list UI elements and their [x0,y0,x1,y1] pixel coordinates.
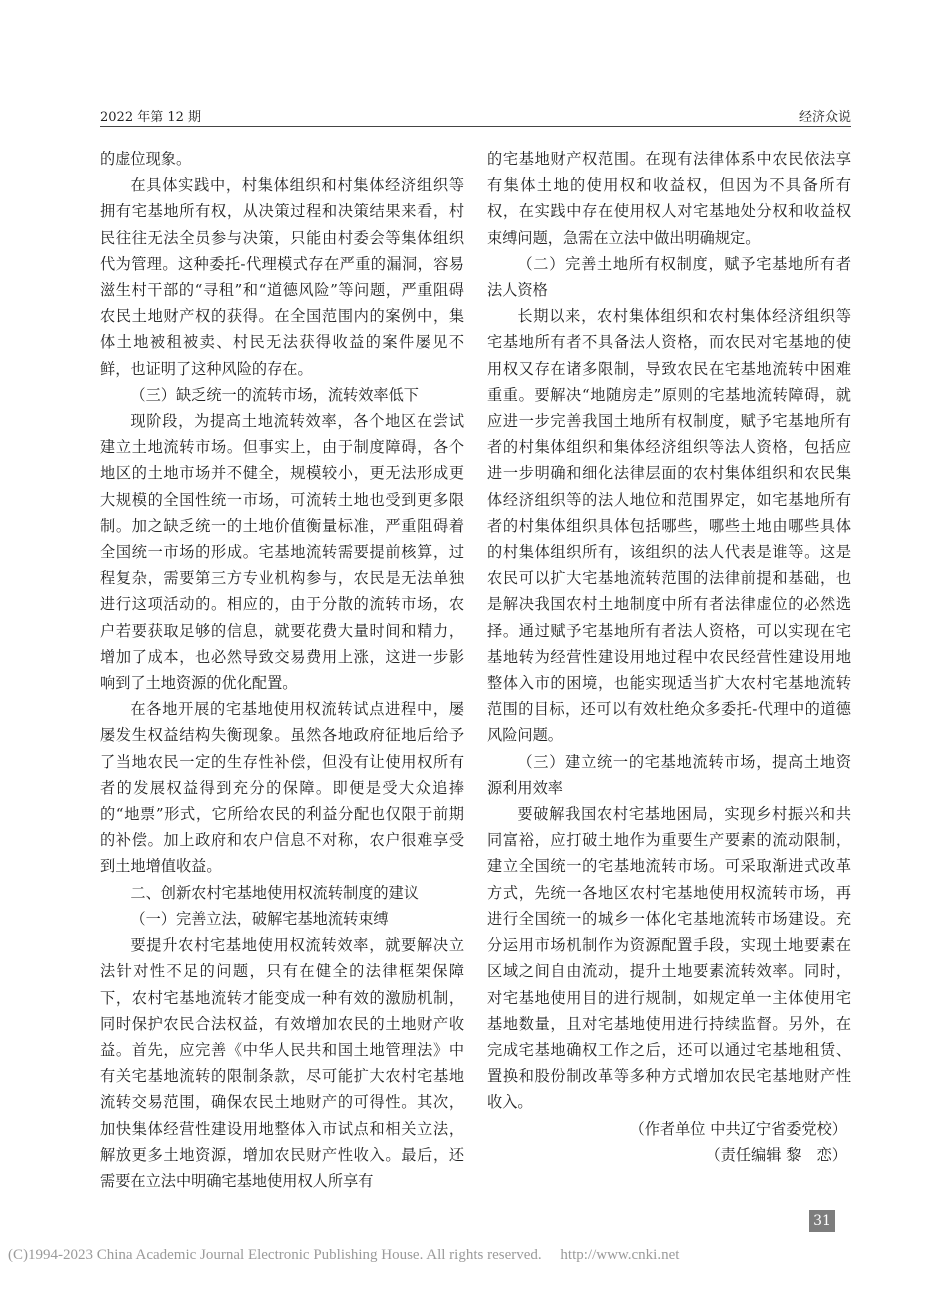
paragraph: 的虚位现象。 [100,150,192,168]
paragraph: 的宅基地财产权范围。在现有法律体系中农民依法享有集体土地的使用权和收益权，但因为不具备所有权，在实践中存在使用权人对宅基地处分权和收益权束缚问题，急需在立法中做出明确规定。 [487,150,851,247]
section-heading: （一）完善立法，破解宅基地流转束缚 [130,909,389,928]
paragraph: 在具体实践中，村集体组织和村集体经济组织等拥有宅基地所有权，从决策过程和决策结果来看，村民往往无法全员参与决策，只能由村委会等集体组织代为管理。这种委托-代理模式存在严重的漏洞，容易滋生村干部的“寻租”和“道德风险”等问题，严重阻碍农民土地财产权的获得。在全国范围内的案例中，集体土地被租被卖、村民无法获得收益的案件屡见不鲜，也证明了这种风险的存在。 [100,176,464,378]
issue-label: 2022 年第 12 期 [100,110,202,125]
author-affiliation: （作者单位 中共辽宁省委党校） [629,1119,847,1138]
copyright-footer: (C)1994-2023 China Academic Journal Electronic Publishing House. All rights reserved. http://www.cnki.net [8,1247,680,1263]
section-heading: （三）缺乏统一的流转市场，流转效率低下 [130,385,419,404]
right-column [487,146,851,1168]
paragraph: 要提升农村宅基地使用权流转效率，就要解决立法针对性不足的问题，只有在健全的法律框架保障下，农村宅基地流转才能变成一种有效的激励机制，同时保护农民合法权益，有效增加农民的土地财产收益。首先，应完善《中华人民共和国土地管理法》中有关宅基地流转的限制条款，尽可能扩大农村宅基地流转交易范围，确保农民土地财产的可得性。其次，加快集体经营性建设用地整体入市试点和相关立法，解放更多土地资源，增加农民财产性收入。最后，还需要在立法中明确宅基地使用权人所享有 [100,936,464,1190]
left-column [100,146,464,1194]
page-number: 31 [809,1210,835,1232]
paragraph: 长期以来，农村集体组织和农村集体经济组织等宅基地所有者不具备法人资格，而农民对宅基地的使用权又存在诸多限制，导致农民在宅基地流转中困难重重。要解决“地随房走”原则的宅基地流转障碍，就应进一步完善我国土地所有权制度，赋予宅基地所有者的村集体组织和集体经济组织等法人资格，包括应进一步明确和细化法律层面的农村集体组织和农民集体经济组织等的法人地位和范围界定，如宅基地所有者的村集体组织具体包括哪些，哪些土地由哪些具体的村集体组织所有，该组织的法人代表是谁等。这是农民可以扩大宅基地流转范围的法律前提和基础，也是解决我国农村土地制度中所有者法律虚位的必然选择。通过赋予宅基地所有者法人资格，可以实现在宅基地转为经营性建设用地过程中农民经营性建设用地整体入市的困境，也能实现适当扩大农村宅基地流转范围的目标，还可以有效杜绝众多委托-代理中的道德风险问题。 [487,307,851,745]
column-label: 经济众说 [798,110,851,125]
paragraph: 在各地开展的宅基地使用权流转试点进程中，屡屡发生权益结构失衡现象。虽然各地政府征地后给予了当地农民一定的生存性补偿，但没有让使用权所有者的发展权益得到充分的保障。即便是受大众追捧的“地票”形式，它所给农民的利益分配也仅限于前期的补偿。加上政府和农户信息不对称，农户很难享受到土地增值收益。 [100,700,464,876]
section-heading: （三）建立统一的宅基地流转市场，提高土地资源利用效率 [487,752,851,797]
section-heading: （二）完善土地所有权制度，赋予宅基地所有者法人资格 [487,254,851,300]
paragraph: 要破解我国农村宅基地困局，实现乡村振兴和共同富裕，应打破土地作为重要生产要素的流动限制，建立全国统一的宅基地流转市场。可采取渐进式改革方式，先统一各地区农村宅基地使用权流转市场，再进行全国统一的城乡一体化宅基地流转市场建设。充分运用市场机制作为资源配置手段，实现土地要素在区域之间自由流动，提升土地要素流转效率。同时，对宅基地使用目的进行规制，如规定单一主体使用宅基地数量，且对宅基地使用进行持续监督。另外，在完成宅基地确权工作之后，还可以通过宅基地租赁、置换和股份制改革等多种方式增加农民宅基地财产性收入。 [487,805,851,1112]
section-heading: 二、创新农村宅基地使用权流转制度的建议 [130,883,419,902]
paragraph: 现阶段，为提高土地流转效率，各个地区在尝试建立土地流转市场。但事实上，由于制度障碍，各个地区的土地市场并不健全，规模较小，更无法形成更大规模的全国性统一市场，可流转土地也受到更多限制。加之缺乏统一的土地价值衡量标准，严重阻碍着全国统一市场的形成。宅基地流转需要提前核算，过程复杂，需要第三方专业机构参与，农民是无法单独进行这项活动的。相应的，由于分散的流转市场，农户若要获取足够的信息，就要花费大量时间和精力，增加了成本，也必然导致交易费用上涨，这进一步影响到了土地资源的优化配置。 [100,412,464,693]
responsible-editor: （责任编辑 黎 恋） [705,1145,847,1164]
page-header [100,104,851,127]
